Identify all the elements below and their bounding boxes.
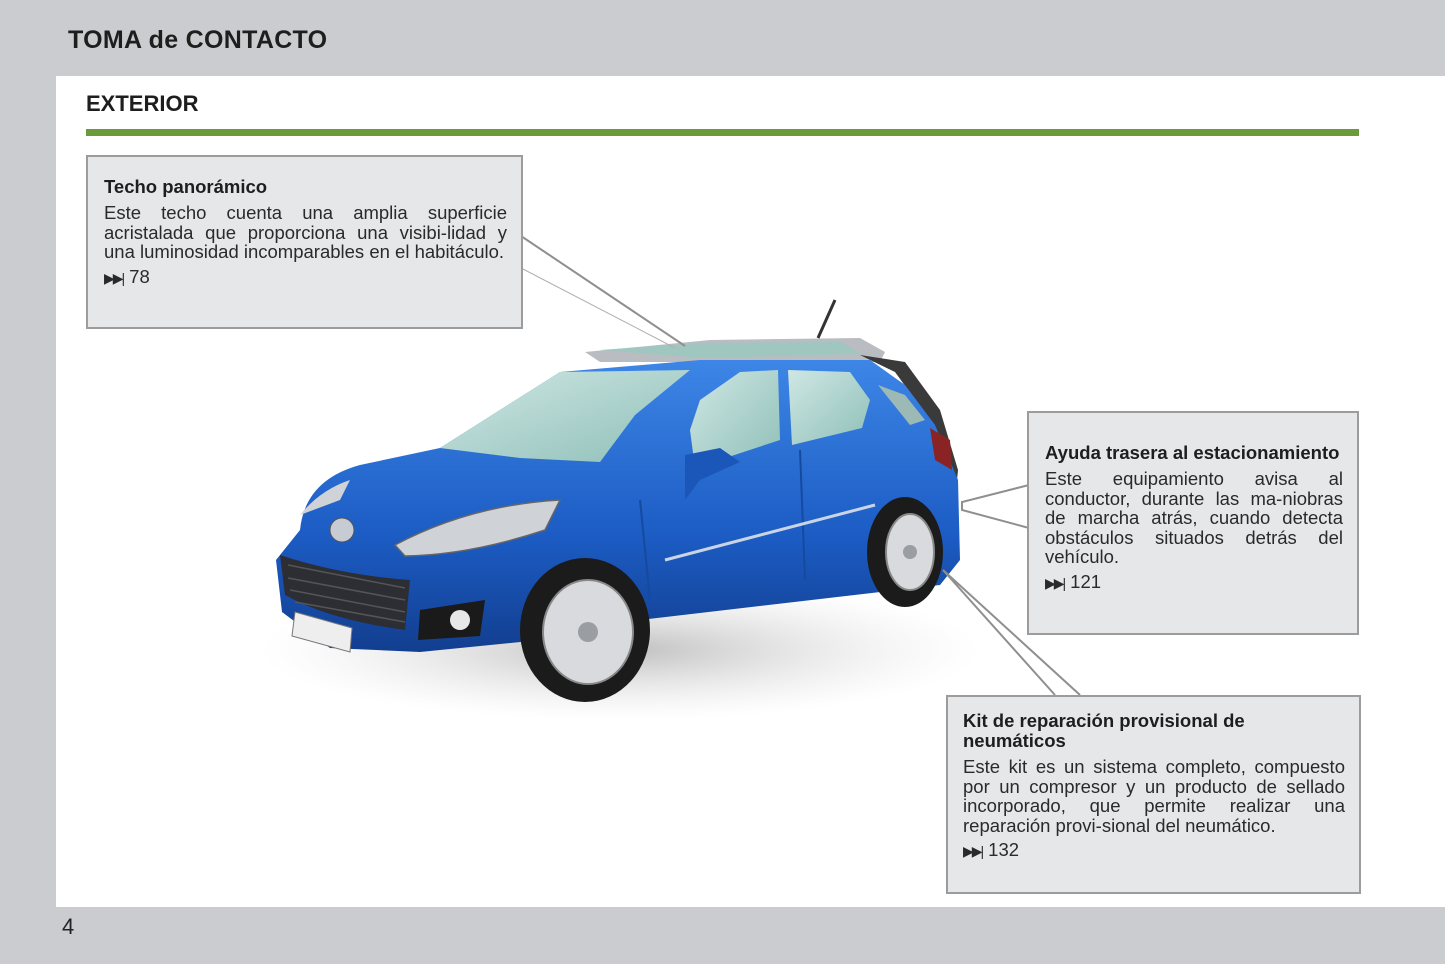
fast-forward-icon: ▶▶| [963, 843, 983, 859]
leader-roof [521, 236, 685, 346]
callout-body: Este equipamiento avisa al conductor, durante las ma-niobras de marcha atrás, cuando detecta obstáculos situados detrás del vehículo. [1045, 468, 1343, 567]
callout-body: Este kit es un sistema completo, compuesto por un compresor y un producto de sellado incorporado, que permite realizar una reparación provi-sional del neumático. [963, 756, 1345, 836]
leader-roof-under [521, 268, 675, 348]
section-title: EXTERIOR [86, 91, 199, 116]
page-reference-number: 78 [129, 265, 150, 287]
page-number: 4 [62, 914, 75, 939]
page-reference[interactable] [104, 267, 507, 288]
page-reference-number: 121 [1070, 570, 1102, 592]
callout-panoramic-roof [86, 155, 523, 329]
callout-title: Ayuda trasera al estacionamiento [1045, 442, 1340, 463]
page-reference[interactable] [963, 840, 1345, 861]
callout-tyre-repair-kit [946, 695, 1361, 894]
page-reference[interactable] [1045, 572, 1343, 593]
page-reference-number: 132 [988, 839, 1020, 860]
callout-title: Techo panorámico [104, 176, 268, 197]
fast-forward-icon: ▶▶| [104, 269, 124, 286]
fast-forward-icon: ▶▶| [1045, 574, 1065, 591]
page-header-title: TOMA de CONTACTO [68, 26, 328, 54]
callout-title: Kit de reparación provisional de neumáticos [963, 710, 1245, 751]
leader-parking [962, 485, 1029, 528]
callout-body: Este techo cuenta una amplia superficie acristalada que proporciona una visibi-lidad y una luminosidad incomparables en el habitáculo. [104, 202, 507, 262]
callout-rear-parking-aid [1027, 411, 1359, 635]
